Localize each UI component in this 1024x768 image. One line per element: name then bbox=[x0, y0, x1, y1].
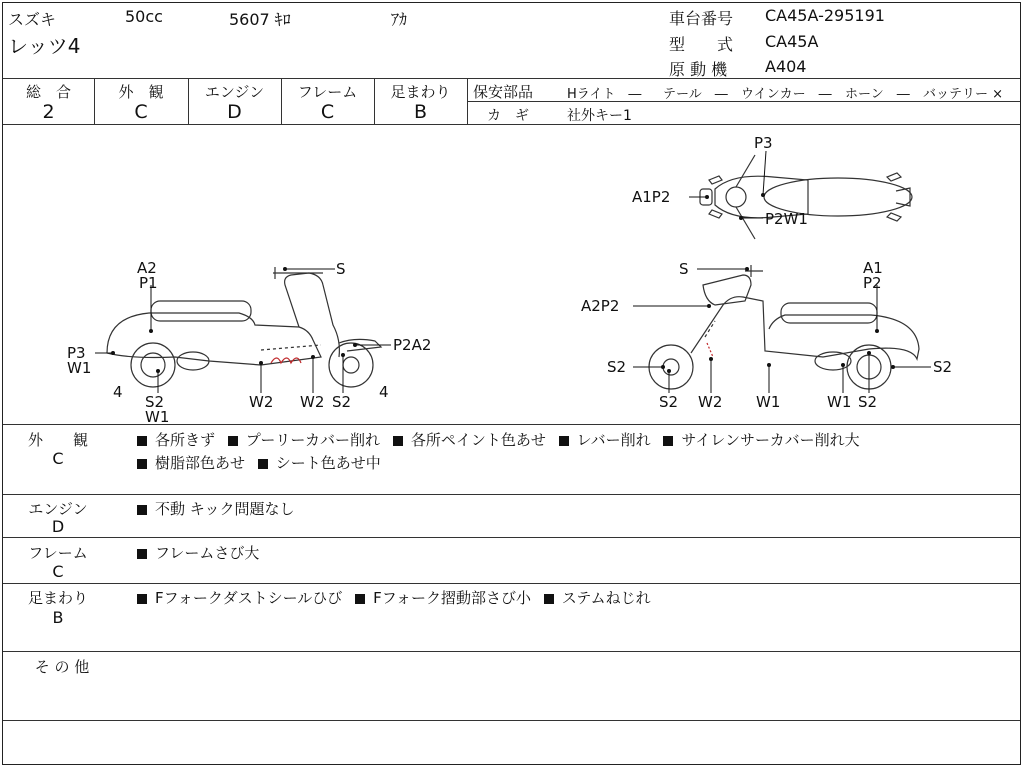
left-label-s: S bbox=[336, 260, 346, 278]
left-label-w2a: W2 bbox=[249, 393, 274, 411]
remark-title-engine: エンジン bbox=[28, 500, 88, 518]
bullet-icon bbox=[137, 549, 147, 559]
color: ｱｶ bbox=[391, 10, 408, 29]
bullet-icon bbox=[137, 594, 147, 604]
right-label-s2d: S2 bbox=[933, 358, 953, 376]
left-label-w1b: W1 bbox=[145, 408, 170, 425]
overall-grade: 2 bbox=[42, 101, 55, 123]
safety-tail: テール ― bbox=[663, 87, 728, 102]
safety-title: 保安部品 bbox=[473, 83, 534, 101]
remark-line: 不動 キック問題なし bbox=[137, 498, 294, 519]
suspension-label: 足まわり bbox=[390, 83, 451, 101]
scooter-diagram bbox=[3, 125, 1020, 425]
right-label-w2: W2 bbox=[698, 393, 723, 411]
remark-line: 樹脂部色あせ シート色あせ中 bbox=[137, 452, 381, 473]
left-label-w1a: W1 bbox=[67, 359, 92, 377]
remark-line: 各所きず プーリーカバー削れ 各所ペイント色あせ レバー削れ サイレンサーカバー削れ大 bbox=[137, 429, 860, 450]
remark-title-frame: フレーム bbox=[28, 544, 88, 562]
key-value: 社外キー1 bbox=[567, 108, 632, 124]
left-label-p2a2: P2A2 bbox=[393, 336, 432, 354]
bullet-icon bbox=[258, 459, 268, 469]
maker: スズキ bbox=[8, 10, 57, 29]
right-label-a1: A1 bbox=[863, 259, 883, 277]
engine-model-label: 原 動 機 bbox=[669, 60, 728, 79]
type-label: 型 式 bbox=[669, 35, 734, 54]
right-label-w1a: W1 bbox=[756, 393, 781, 411]
remark-grade-engine: D bbox=[51, 517, 65, 536]
bullet-icon bbox=[544, 594, 554, 604]
displacement: 50cc bbox=[125, 7, 163, 26]
overall-label: 総 合 bbox=[25, 83, 71, 101]
bullet-icon bbox=[228, 436, 238, 446]
right-label-p2: P2 bbox=[863, 274, 882, 292]
bullet-icon bbox=[559, 436, 569, 446]
remark-title-exterior: 外 観 bbox=[27, 431, 88, 449]
left-label-s2b: S2 bbox=[332, 393, 352, 411]
key-label: カ ギ bbox=[487, 108, 529, 124]
model-name: レッツ4 bbox=[8, 34, 81, 58]
right-label-a2p2: A2P2 bbox=[581, 297, 620, 315]
type-value: CA45A bbox=[765, 32, 819, 51]
inspection-sheet bbox=[2, 2, 1021, 765]
right-label-s2b: S2 bbox=[659, 393, 679, 411]
left-label-p1: P1 bbox=[139, 274, 158, 292]
frame-label: フレーム bbox=[297, 83, 358, 101]
bullet-icon bbox=[663, 436, 673, 446]
safety-horn: ホーン ― bbox=[845, 87, 910, 102]
remark-grade-frame: C bbox=[52, 562, 64, 581]
frame-number-label: 車台番号 bbox=[669, 9, 734, 28]
remark-line: フレームさび大 bbox=[137, 542, 259, 563]
left-label-s2a: S2 bbox=[145, 393, 165, 411]
engine-label: エンジン bbox=[204, 83, 265, 101]
bullet-icon bbox=[137, 505, 147, 515]
top-label-a1p2: A1P2 bbox=[632, 188, 671, 206]
engine-model-value: A404 bbox=[765, 57, 807, 76]
remark-title-suspension: 足まわり bbox=[27, 589, 88, 607]
frame-number-value: CA45A-295191 bbox=[765, 6, 885, 25]
right-label-w1b: W1 bbox=[827, 393, 852, 411]
safety-winker: ウインカー ― bbox=[741, 87, 832, 102]
bullet-icon bbox=[137, 459, 147, 469]
frame-grade: C bbox=[320, 101, 335, 123]
mileage: 5607 ｷﾛ bbox=[229, 10, 291, 29]
bullet-icon bbox=[137, 436, 147, 446]
engine-grade: D bbox=[227, 101, 242, 123]
safety-headlight: Hライト ― bbox=[567, 87, 642, 102]
left-label-4b: 4 bbox=[379, 383, 389, 401]
left-label-w2b: W2 bbox=[300, 393, 325, 411]
top-label-p2w1: P2W1 bbox=[765, 210, 808, 228]
left-label-a2: A2 bbox=[137, 259, 157, 277]
left-label-4a: 4 bbox=[113, 383, 123, 401]
bullet-icon bbox=[355, 594, 365, 604]
suspension-grade: B bbox=[413, 101, 428, 123]
remark-title-other: そ の 他 bbox=[34, 658, 90, 676]
remark-grade-suspension: B bbox=[52, 608, 64, 627]
right-label-s: S bbox=[679, 260, 689, 278]
exterior-label: 外 観 bbox=[118, 83, 164, 101]
top-label-p3: P3 bbox=[754, 134, 773, 152]
right-label-s2a: S2 bbox=[607, 358, 627, 376]
right-label-s2c: S2 bbox=[858, 393, 878, 411]
left-label-p3: P3 bbox=[67, 344, 86, 362]
exterior-grade: C bbox=[134, 101, 148, 123]
remark-grade-exterior: C bbox=[52, 449, 64, 468]
remark-line: Fフォークダストシールひび Fフォーク摺動部さび小 ステムねじれ bbox=[137, 587, 651, 608]
bullet-icon bbox=[393, 436, 403, 446]
safety-battery: バッテリー × bbox=[923, 87, 1004, 102]
